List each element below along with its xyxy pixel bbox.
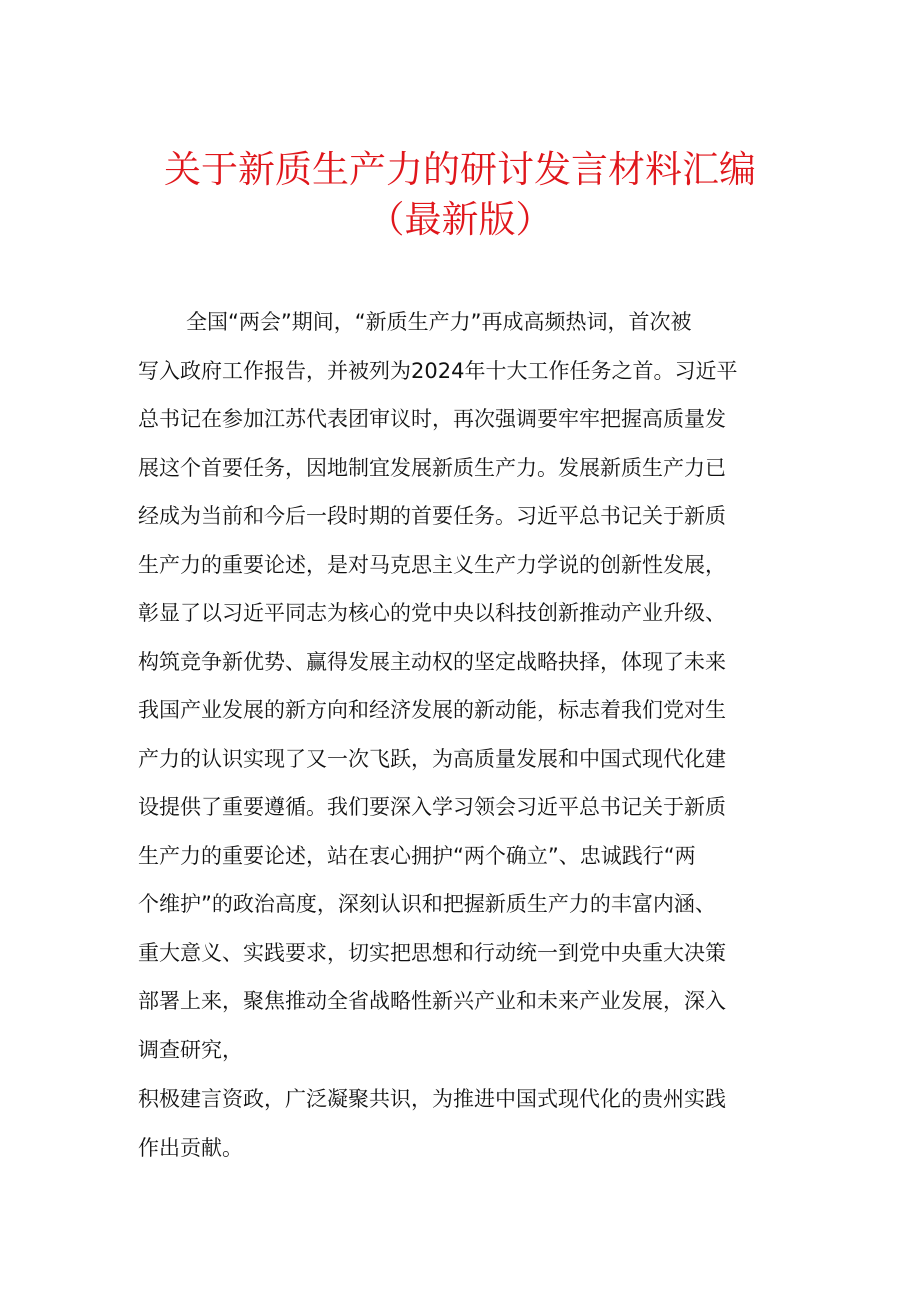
body-paragraph-1 <box>138 298 798 1074</box>
paragraph-line: 作出贡献。 <box>138 1135 243 1160</box>
paragraph-line: 构筑竞争新优势、赢得发展主动权的坚定战略抉择，体现了未来 <box>138 649 726 674</box>
paragraph-line: 经成为当前和今后一段时期的首要任务。习近平总书记关于新质 <box>138 504 726 528</box>
paragraph-line: 我国产业发展的新方向和经济发展的新动能，标志着我们党对生 <box>138 698 726 722</box>
paragraph-line: 设提供了重要遵循。我们要深入学习领会习近平总书记关于新质 <box>138 795 726 819</box>
paragraph-line: 彰显了以习近平同志为核心的党中央以科技创新推动产业升级、 <box>138 601 726 625</box>
paragraph-line: 总书记在参加江苏代表团审议时，再次强调要牢牢把握高质量发 <box>138 407 726 431</box>
paragraph-line: 展这个首要任务，因地制宜发展新质生产力。发展新质生产力已 <box>138 455 726 480</box>
paragraph-line: 写入政府工作报告，并被列为2024年十大工作任务之首。习近平 <box>138 358 738 383</box>
paragraph-line: 产力的认识实现了又一次飞跃，为高质量发展和中国式现代化建 <box>138 746 726 771</box>
paragraph-line: 生产力的重要论述，站在衷心拥护“两个确立”、忠诚践行“两 <box>138 843 696 868</box>
paragraph-line: 生产力的重要论述，是对马克思主义生产力学说的创新性发展， <box>138 552 726 577</box>
paragraph-line: 调查研究， <box>138 1037 243 1062</box>
paragraph-line: 部署上来，聚焦推动全省战略性新兴产业和未来产业发展，深入 <box>138 989 726 1013</box>
paragraph-line: 个维护”的政治高度，深刻认识和把握新质生产力的丰富内涵、 <box>138 892 716 916</box>
paragraph-line: 全国“两会”期间，“新质生产力”再成高频热词，首次被 <box>186 310 692 334</box>
paragraph-line: 积极建言资政，广泛凝聚共识，为推进中国式现代化的贵州实践 <box>138 1087 726 1111</box>
document-subtitle: （最新版） <box>367 198 553 241</box>
paragraph-line: 重大意义、实践要求，切实把思想和行动统一到党中央重大决策 <box>138 940 726 965</box>
body-paragraph-2 <box>138 1075 798 1172</box>
document-title: 关于新质生产力的研讨发言材料汇编 <box>164 148 756 191</box>
